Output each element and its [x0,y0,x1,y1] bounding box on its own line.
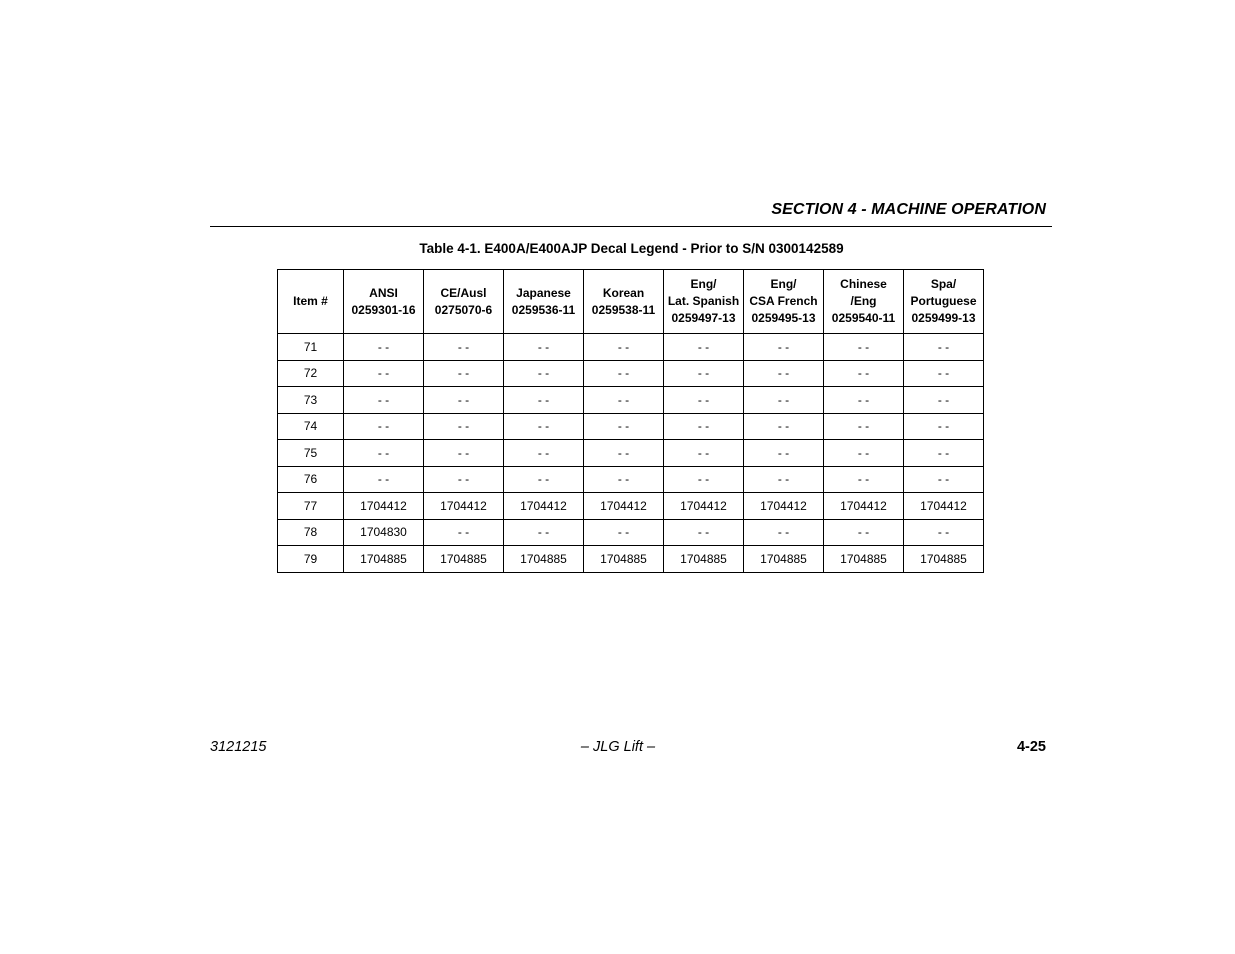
decal-part-cell: - - [664,466,744,493]
column-header-line: ANSI [369,285,398,300]
decal-part-cell: 1704412 [664,493,744,520]
column-header-line: Korean [602,285,645,300]
decal-part-cell: 1704885 [584,546,664,573]
decal-part-cell: - - [904,387,984,414]
item-number-cell: 71 [278,334,344,361]
column-header [904,270,984,334]
decal-part-cell: - - [824,334,904,361]
item-number-cell: 78 [278,519,344,546]
column-header-line: 0259301-16 [351,302,416,317]
column-header [664,270,744,334]
decal-part-cell: 1704885 [344,546,424,573]
decal-part-cell: - - [584,360,664,387]
decal-part-cell: - - [824,413,904,440]
decal-part-cell: - - [344,413,424,440]
table-row [278,360,984,387]
decal-part-cell: - - [664,360,744,387]
table-row [278,334,984,361]
decal-part-cell: - - [424,334,504,361]
column-header [424,270,504,334]
item-number-cell: 73 [278,387,344,414]
decal-part-cell: - - [824,440,904,467]
decal-part-cell: - - [744,387,824,414]
header-divider [210,226,1052,227]
decal-part-cell: - - [584,440,664,467]
column-header [344,270,424,334]
decal-part-cell: - - [664,387,744,414]
decal-part-cell: - - [504,334,584,361]
decal-part-cell: 1704885 [424,546,504,573]
decal-part-cell: 1704830 [344,519,424,546]
decal-part-cell: - - [904,466,984,493]
decal-part-cell: - - [344,334,424,361]
column-header [744,270,824,334]
item-number-cell: 75 [278,440,344,467]
table-row [278,519,984,546]
column-header-line: 0259538-11 [591,302,656,317]
table-row [278,387,984,414]
decal-part-cell: - - [344,360,424,387]
decal-part-cell: 1704412 [424,493,504,520]
decal-part-cell: - - [664,334,744,361]
column-header-line: 0259540-11 [831,311,896,325]
decal-part-cell: - - [744,519,824,546]
column-header-line: 0275070-6 [434,302,493,317]
decal-part-cell: - - [504,466,584,493]
decal-part-cell: 1704885 [904,546,984,573]
column-header-line: 0259536-11 [511,302,576,317]
decal-part-cell: - - [584,413,664,440]
decal-part-cell: - - [744,466,824,493]
column-header-line: /Eng [850,294,877,308]
decal-part-cell: 1704412 [824,493,904,520]
decal-part-cell: 1704885 [744,546,824,573]
decal-part-cell: - - [584,334,664,361]
column-header-line: 0259497-13 [671,311,736,325]
decal-part-cell: - - [584,387,664,414]
column-header-line: 0259499-13 [911,311,976,325]
page-number: 4-25 [1016,739,1046,755]
table-header-row [278,270,984,334]
decal-part-cell: - - [504,440,584,467]
column-header-line: 0259495-13 [751,311,816,325]
column-header [584,270,664,334]
decal-part-cell: - - [424,413,504,440]
column-header-line: Lat. Spanish [667,294,740,308]
column-header [504,270,584,334]
decal-part-cell: - - [904,334,984,361]
item-number-cell: 77 [278,493,344,520]
decal-part-cell: - - [904,360,984,387]
decal-part-cell: - - [904,440,984,467]
table-row [278,413,984,440]
decal-part-cell: - - [424,440,504,467]
column-header-line: Item # [293,294,328,308]
decal-part-cell: - - [504,413,584,440]
table-body [278,334,984,573]
column-header-line: Eng/ [770,277,797,291]
item-number-cell: 74 [278,413,344,440]
decal-part-cell: - - [824,519,904,546]
item-number-cell: 76 [278,466,344,493]
decal-part-cell: 1704885 [664,546,744,573]
decal-part-cell: - - [664,413,744,440]
footer-brand: – JLG Lift – [580,739,656,755]
column-header-line: Japanese [516,285,571,300]
decal-part-cell: - - [904,519,984,546]
decal-part-cell: - - [744,440,824,467]
decal-part-cell: 1704885 [824,546,904,573]
decal-part-cell: - - [744,360,824,387]
decal-part-cell: - - [424,360,504,387]
item-number-cell: 79 [278,546,344,573]
decal-part-cell: - - [824,466,904,493]
document-number: 3121215 [210,739,267,755]
decal-part-cell: - - [344,440,424,467]
decal-part-cell: 1704412 [904,493,984,520]
decal-part-cell: 1704885 [504,546,584,573]
decal-part-cell: - - [424,387,504,414]
decal-part-cell: 1704412 [504,493,584,520]
decal-part-cell: - - [504,387,584,414]
decal-part-cell: - - [904,413,984,440]
decal-part-cell: - - [824,387,904,414]
section-title: SECTION 4 - MACHINE OPERATION [771,201,1046,218]
decal-legend-table [277,269,984,573]
decal-part-cell: - - [504,360,584,387]
decal-part-cell: - - [344,466,424,493]
table-row [278,546,984,573]
column-header [278,270,344,334]
decal-part-cell: - - [584,466,664,493]
decal-part-cell: - - [424,519,504,546]
table-row [278,466,984,493]
decal-part-cell: - - [584,519,664,546]
column-header-line: CSA French [749,294,818,308]
decal-part-cell: 1704412 [584,493,664,520]
column-header-line: Spa/ [930,277,957,291]
table-row [278,493,984,520]
table-caption: Table 4-1. E400A/E400AJP Decal Legend - Prior to S/N 0300142589 [419,241,844,256]
decal-part-cell: - - [744,334,824,361]
decal-part-cell: - - [664,440,744,467]
column-header-line: CE/Ausl [440,285,487,300]
decal-part-cell: - - [504,519,584,546]
column-header-line: Eng/ [690,277,717,291]
decal-part-cell: 1704412 [344,493,424,520]
decal-part-cell: - - [744,413,824,440]
column-header-line: Chinese [840,277,887,291]
decal-part-cell: - - [344,387,424,414]
item-number-cell: 72 [278,360,344,387]
table-row [278,440,984,467]
decal-part-cell: - - [824,360,904,387]
column-header-line: Portuguese [910,294,977,308]
decal-part-cell: - - [424,466,504,493]
decal-part-cell: - - [664,519,744,546]
column-header [824,270,904,334]
decal-part-cell: 1704412 [744,493,824,520]
